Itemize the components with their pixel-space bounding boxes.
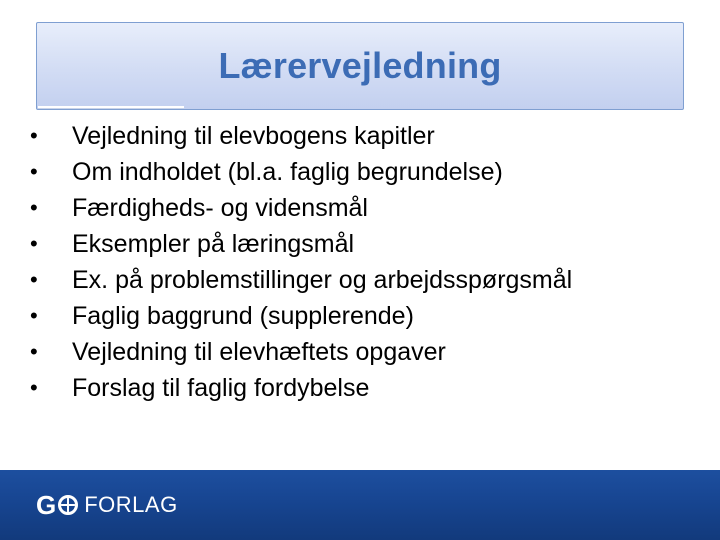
- list-item-text: Ex. på problemstillinger og arbejdsspørgsmål: [72, 266, 573, 294]
- bullet-icon: •: [30, 303, 38, 328]
- bullet-list: [30, 118, 700, 406]
- list-item: [30, 190, 700, 226]
- list-item: [30, 118, 700, 154]
- bullet-icon: •: [30, 339, 38, 364]
- list-item: [30, 334, 700, 370]
- globe-icon: [58, 495, 78, 515]
- list-item: [30, 226, 700, 262]
- bullet-icon: •: [30, 195, 38, 220]
- logo-letter: G: [36, 490, 57, 520]
- list-item-text: Om indholdet (bl.a. faglig begrundelse): [72, 158, 503, 186]
- logo-text: FORLAG: [84, 492, 178, 517]
- list-item: [30, 298, 700, 334]
- list-item-text: Faglig baggrund (supplerende): [72, 302, 414, 330]
- list-item: [30, 370, 700, 406]
- slide-title: Lærervejledning: [218, 45, 502, 86]
- list-item: [30, 262, 700, 298]
- bullet-icon: •: [30, 375, 38, 400]
- bullet-icon: •: [30, 267, 38, 292]
- bullet-icon: •: [30, 123, 38, 148]
- list-item-text: Vejledning til elevbogens kapitler: [72, 122, 435, 150]
- list-item-text: Vejledning til elevhæftets opgaver: [72, 338, 446, 366]
- list-item-text: Forslag til faglig fordybelse: [72, 374, 370, 402]
- list-item-text: Færdigheds- og vidensmål: [72, 194, 368, 222]
- bullet-icon: •: [30, 231, 38, 256]
- list-item-text: Eksempler på læringsmål: [72, 230, 355, 258]
- go-forlag-logo: [36, 487, 178, 523]
- bullet-icon: •: [30, 159, 38, 184]
- list-item: [30, 154, 700, 190]
